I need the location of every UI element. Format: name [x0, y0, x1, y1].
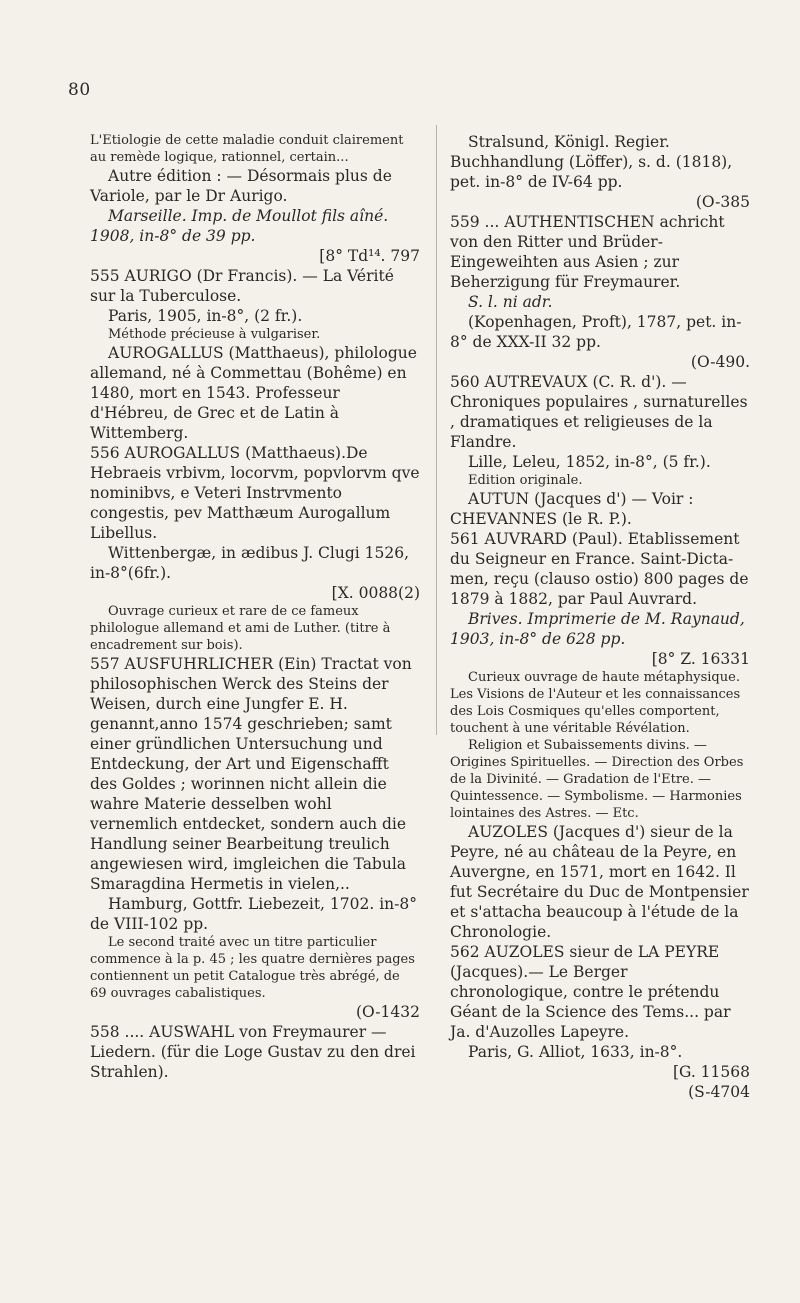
- text-line: AUROGALLUS (Matthaeus), philologue allemand, né à Commettau (Bohême) en 1480, mort en 1543. Professeur d'Hébreu, de Grec et de Latin à Wittemberg.: [90, 344, 417, 442]
- text-line: [G. 11568: [672, 1063, 750, 1081]
- text-line: (S-4704: [688, 1083, 750, 1101]
- text-line: Paris, 1905, in-8°, (2 fr.).: [108, 307, 303, 325]
- text-line: 555 AURIGO (Dr Francis). — La Vérité sur la Tuberculose.: [90, 267, 394, 305]
- text-line: AUZOLES (Jacques d') sieur de la Peyre, né au château de la Peyre, en Auvergne, en 1571, mort en 1642. Il fut Secrétaire du Duc de Montpensier et s'attacha beaucoup à l'étude de la Chronologie.: [450, 823, 749, 941]
- text-line: Méthode précieuse à vulgariser.: [108, 327, 321, 342]
- text-line: 557 AUSFUHRLICHER (Ein) Tractat von philosophischen Werck des Steins der Weisen, durch eine Jungfer E. H. genannt,anno 1574 geschrieben; samt einer gründlichen Untersuchung und Entdeckung, der Art und Eigenschafft des Goldes ; worinnen nicht allein die wahre Materie desselben wohl vernemlich entdecket, sondern auch die Handlung seiner Bearbeitung treulich angewiesen wird, imgleichen die Tabula Smaragdina Hermetis in vielen,..: [90, 655, 412, 893]
- column-divider: [436, 125, 437, 735]
- text-line: Edition originale.: [468, 473, 583, 488]
- text-line: Marseille. Imp. de Moullot fils aîné. 1908, in-8° de 39 pp.: [90, 207, 389, 245]
- text-line: [8° Z. 16331: [651, 650, 750, 668]
- text-line: (Kopenhagen, Proft), 1787, pet. in-8° de XXX-II 32 pp.: [450, 313, 742, 351]
- text-line: Paris, G. Alliot, 1633, in-8°.: [468, 1043, 683, 1061]
- right-column: [450, 132, 750, 1102]
- text-line: Ouvrage curieux et rare de ce fameux philologue allemand et ami de Luther. (titre à encadrement sur bois).: [90, 604, 391, 653]
- text-line: 562 AUZOLES sieur de LA PEYRE (Jacques).— Le Berger chronologique, contre le prétendu Géant de la Science des Tems... par Ja. d'Auzolles Lapeyre.: [450, 943, 731, 1041]
- text-line: L'Etiologie de cette maladie conduit clairement au remède logique, rationnel, certain...: [90, 133, 404, 165]
- text-line: Lille, Leleu, 1852, in-8°, (5 fr.).: [468, 453, 711, 471]
- text-line: 558 .... AUSWAHL von Freymaurer — Liedern. (für die Loge Gustav zu den drei Strahlen).: [90, 1023, 416, 1081]
- text-line: Brives. Imprimerie de M. Raynaud, 1903, in-8° de 628 pp.: [450, 610, 745, 648]
- text-line: [8° Td¹⁴. 797: [319, 247, 420, 265]
- page-number: 80: [68, 80, 91, 100]
- text-line: Wittenbergæ, in ædibus J. Clugi 1526, in-8°(6fr.).: [90, 544, 410, 582]
- text-line: 561 AUVRARD (Paul). Etablissement du Seigneur en France. Saint-Dicta-men, reçu (clauso ostio) 800 pages de 1879 à 1882, par Paul Auvrard.: [450, 530, 749, 608]
- left-column: [90, 132, 420, 1082]
- text-line: 559 ... AUTHENTISCHEN achricht von den Ritter und Brüder-Eingeweihten aus Asien ; zur Beherzigung für Freymaurer.: [450, 213, 725, 291]
- text-line: Curieux ouvrage de haute métaphysique. Les Visions de l'Auteur et les connaissances des Lois Cosmiques qu'elles comportent, touchent à une véritable Révélation.: [450, 670, 741, 736]
- text-line: Le second traité avec un titre particulier commence à la p. 45 ; les quatre dernières pages contiennent un petit Catalogue très abrégé, de 69 ouvrages cabalistiques.: [90, 935, 415, 1001]
- text-line: Religion et Subaissements divins. — Origines Spirituelles. — Direction des Orbes de la Divinité. — Gradation de l'Etre. — Quintessence. — Symbolisme. — Harmonies lointaines des Astres. — Etc.: [450, 738, 744, 821]
- text-line: Stralsund, Königl. Regier. Buchhandlung (Löffer), s. d. (1818), pet. in-8° de IV-64 pp.: [450, 133, 733, 191]
- text-line: (O-490.: [690, 353, 750, 371]
- text-line: AUTUN (Jacques d') — Voir : CHEVANNES (le R. P.).: [450, 490, 694, 528]
- text-line: (O-1432: [355, 1003, 420, 1021]
- text-line: [X. 0088(2): [331, 584, 420, 602]
- text-line: 556 AUROGALLUS (Matthaeus).De Hebraeis vrbivm, locorvm, popvlorvm qve nominibvs, e Veteri Instrvmento congestis, pev Matthæum Aurogallum Libellus.: [90, 444, 420, 542]
- text-line: 560 AUTREVAUX (C. R. d'). — Chroniques populaires , surnaturelles , dramatiques et religieuses de la Flandre.: [450, 373, 748, 451]
- text-line: Autre édition : — Désormais plus de Variole, par le Dr Aurigo.: [90, 167, 392, 205]
- text-line: Hamburg, Gottfr. Liebezeit, 1702. in-8° de VIII-102 pp.: [90, 895, 418, 933]
- text-line: S. l. ni adr.: [468, 293, 553, 311]
- text-line: (O-385: [695, 193, 750, 211]
